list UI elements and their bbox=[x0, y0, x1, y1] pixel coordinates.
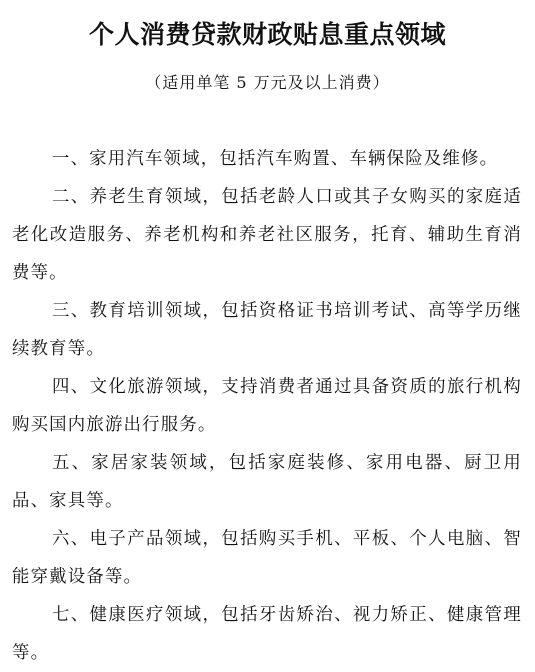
list-item-household-auto: 一、家用汽车领域，包括汽车购置、车辆保险及维修。 bbox=[52, 149, 499, 169]
document-subtitle: （适用单笔 5 万元及以上消费） bbox=[145, 73, 390, 92]
list-item-health-medical: 七、健康医疗领域，包括牙齿矫治、视力矫正、健康管理等。 bbox=[12, 605, 522, 663]
document-title: 个人消费贷款财政贴息重点领域 bbox=[88, 20, 446, 49]
list-item-home-furnishing: 五、家居家装领域，包括家庭装修、家用电器、厨卫用品、家具等。 bbox=[12, 453, 522, 511]
item-list bbox=[12, 140, 522, 672]
list-item-elderly-care-childbirth: 二、养老生育领域，包括老龄人口或其子女购买的家庭适老化改造服务、养老机构和养老社区服务，托育、辅助生育消费等。 bbox=[12, 187, 522, 283]
list-item-culture-tourism: 四、文化旅游领域，支持消费者通过具备资质的旅行机构购买国内旅游出行服务。 bbox=[12, 377, 522, 435]
list-item-electronics: 六、电子产品领域，包括购买手机、平板、个人电脑、智能穿戴设备等。 bbox=[12, 529, 522, 587]
list-item-education-training: 三、教育培训领域，包括资格证书培训考试、高等学历继续教育等。 bbox=[12, 301, 522, 359]
